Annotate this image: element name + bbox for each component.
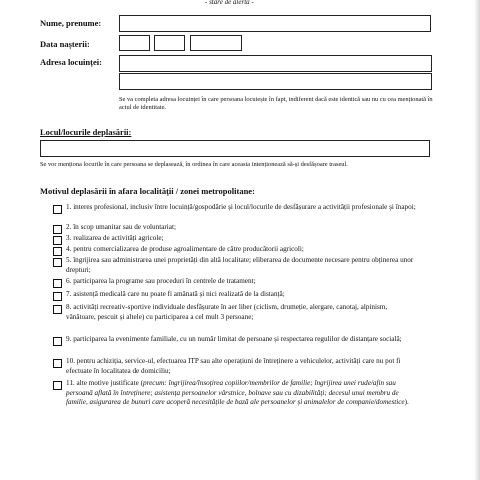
reason-10-checkbox[interactable] <box>53 359 62 368</box>
reason-4-checkbox[interactable] <box>53 247 62 256</box>
reason-7-label: 7. asistență medicală care nu poate fi amânată și nici realizată de la distanță; <box>66 290 285 298</box>
reason-11-prefix: 11. alte motive justificate ( <box>66 379 143 387</box>
reason-5-checkbox[interactable] <box>53 258 62 267</box>
birth-day-field[interactable] <box>119 35 150 51</box>
reason-11-label <box>66 379 416 408</box>
address-field-line1[interactable] <box>119 55 432 72</box>
reason-9-label: 9. participarea la evenimente familiale, cu un număr limitat de persoane și respectarea regulilor de distanțare socială; <box>66 335 402 343</box>
reason-11-checkbox[interactable] <box>53 381 62 390</box>
reason-5-label: 5. îngrijirea sau administrarea unei proprietăți din altă localitate; eliberarea de documente necesare pentru obținerea unor drepturi; <box>66 256 414 274</box>
address-note: Se va completa adresa locuinței în care persoana locuiește în fapt, indiferent dacă este identică sau nu cu cea menționată în actul de identitate. <box>119 96 433 111</box>
name-label: Nume, prenume: <box>40 18 102 28</box>
reason-2-checkbox[interactable] <box>53 225 62 234</box>
address-field-line2[interactable] <box>119 73 432 90</box>
reason-8-label: 8. activități recreativ-sportive individuale desfășurate în aer liber (ciclism, drumeție, alergare, canotaj, alpinism, vânătoare, pescuit și altele) cu participarea a cel mult 3 persoane; <box>66 303 388 321</box>
reason-2-label: 2. în scop umanitar sau de voluntariat; <box>66 223 176 231</box>
reason-3-label: 3. realizarea de activități agricole; <box>66 234 164 242</box>
travel-places-label: Locul/locurile deplasării: <box>40 127 132 137</box>
reason-10-label: 10. pentru achiziția, service-ul, efectuarea ITP sau alte operațiuni de întreținere a vehiculelor, activități care nu pot fi efectuate în localitatea de domiciliu; <box>66 357 401 375</box>
page-edge-shadow <box>474 0 480 480</box>
reason-8-checkbox[interactable] <box>53 305 62 314</box>
reason-7-checkbox[interactable] <box>53 292 62 301</box>
travel-places-note: Se vor menționa locurile în care persoana se deplasează, în ordinea în care aceasta intenționează să-și desfășoare traseul. <box>40 161 348 168</box>
birth-month-field[interactable] <box>154 35 185 51</box>
header-text: - stare de alertă - <box>205 0 254 6</box>
address-label: Adresa locuinței: <box>40 57 102 67</box>
reasons-title: Motivul deplasării în afara localității / zonei metropolitane: <box>40 186 255 196</box>
reason-11-suffix: ). <box>404 398 409 406</box>
name-field[interactable] <box>119 15 431 32</box>
reason-4-label: 4. pentru comercializarea de produse agroalimentare de către producătorii agricoli; <box>66 245 304 253</box>
reason-1-checkbox[interactable] <box>53 205 62 214</box>
birth-date-label: Data nașterii: <box>40 39 90 49</box>
reason-6-label: 6. participarea la programe sau proceduri în centrele de tratament; <box>66 277 256 285</box>
reason-3-checkbox[interactable] <box>53 236 62 245</box>
reason-11-examples: precum: îngrijirea/însoțirea copiilor/membrilor de familie; îngrijirea unei rude/afin sau persoană aflată în întreținere; asistența persoanelor vârstnice, bolnave sau cu dizabilități; decesul unui membru de familie, asigurarea de bunuri care acoperă necesitățile de bază ale persoanelor și animalelor de companie/domestice <box>66 379 405 406</box>
reason-9-checkbox[interactable] <box>53 337 62 346</box>
reason-1-label: 1. interes profesional, inclusiv între locuință/gospodărie și locul/locurile de desfășurare a activității profesionale și înapoi; <box>66 203 416 211</box>
travel-places-field[interactable] <box>40 140 430 157</box>
birth-year-field[interactable] <box>190 35 242 51</box>
reason-6-checkbox[interactable] <box>53 279 62 288</box>
